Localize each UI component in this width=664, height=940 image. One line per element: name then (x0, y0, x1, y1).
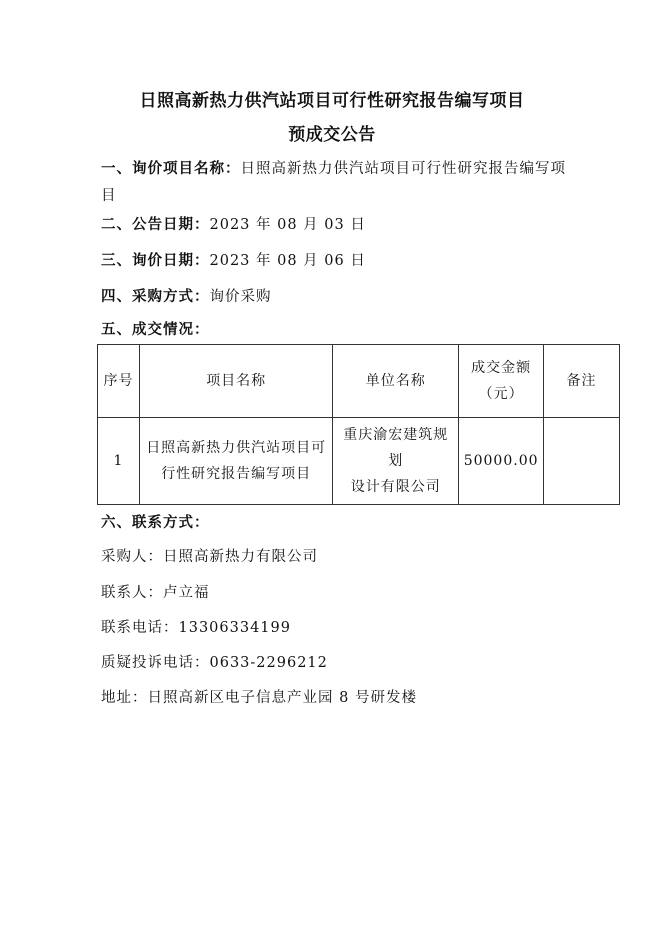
contact-label: 六、联系方式： (101, 514, 210, 531)
table-row (98, 418, 620, 505)
header-project-name: 项目名称 (139, 345, 333, 418)
project-name-line (101, 157, 566, 178)
header-amount-line1: 成交金额 (471, 360, 532, 376)
result-label: 五、成交情况： (101, 321, 210, 338)
table-header-row (98, 345, 620, 418)
method-line (101, 285, 272, 306)
cell-unit-name-line1: 重庆渝宏建筑规划 (343, 427, 449, 469)
inquiry-date-label: 三、询价日期： (101, 252, 210, 269)
cell-no: 1 (98, 418, 140, 505)
header-no: 序号 (98, 345, 140, 418)
method-value: 询价采购 (209, 289, 272, 305)
inquiry-date-line (101, 249, 366, 270)
project-name-value: 日照高新热力供汽站项目可行性研究报告编写项 (240, 161, 566, 177)
announce-date-label: 二、公告日期： (101, 216, 210, 233)
address-line: 地址：日照高新区电子信息产业园 8 号研发楼 (101, 690, 417, 706)
header-amount-line2: （元） (478, 386, 524, 402)
cell-project-name-line1: 日照高新热力供汽站项目可 (146, 440, 327, 456)
header-unit-name: 单位名称 (333, 345, 459, 418)
cell-amount: 50000.00 (459, 418, 544, 505)
contact-phone-line: 联系电话：13306334199 (101, 620, 291, 636)
cell-remark (544, 418, 620, 505)
contact-person-line: 联系人：卢立福 (101, 585, 210, 601)
cell-project-name-line2: 行性研究报告编写项目 (161, 466, 312, 482)
announce-date-line (101, 213, 366, 234)
cell-project-name (139, 418, 333, 505)
method-label: 四、采购方式： (101, 288, 210, 305)
complaint-phone-line: 质疑投诉电话：0633-2296212 (101, 655, 328, 671)
header-remark: 备注 (544, 345, 620, 418)
buyer-line: 采购人：日照高新热力有限公司 (101, 549, 318, 565)
cell-unit-name-line2: 设计有限公司 (350, 479, 441, 495)
project-name-value-cont: 目 (101, 188, 117, 204)
document-title-line1: 日照高新热力供汽站项目可行性研究报告编写项目 (139, 91, 525, 111)
document-title-line2: 预成交公告 (288, 125, 376, 145)
deal-table (97, 344, 620, 505)
project-name-label: 一、询价项目名称： (101, 160, 241, 177)
inquiry-date-value: 2023 年 08 月 06 日 (209, 253, 366, 269)
announce-date-value: 2023 年 08 月 03 日 (209, 217, 366, 233)
cell-unit-name (333, 418, 459, 505)
header-amount (459, 345, 544, 418)
